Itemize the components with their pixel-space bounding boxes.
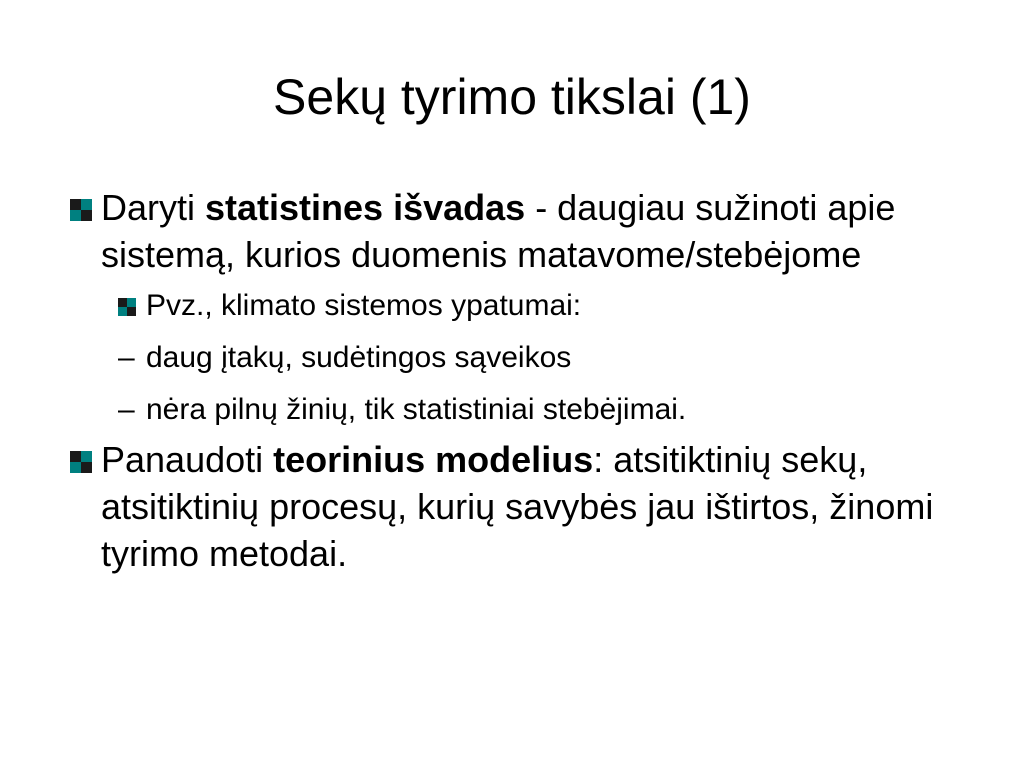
checkered-square-icon bbox=[118, 298, 136, 316]
dash-item bbox=[66, 338, 966, 378]
slide-title: Sekų tyrimo tikslai (1) bbox=[273, 69, 751, 125]
checkered-square-icon bbox=[70, 451, 92, 473]
bullet-bold-text: teorinius modelius bbox=[273, 439, 594, 480]
bullet-text: Daryti bbox=[101, 187, 206, 228]
dash-mark: – bbox=[118, 393, 135, 426]
sub-bullet-item bbox=[66, 286, 966, 326]
bullet-item bbox=[66, 184, 966, 278]
bullet-bold-text: statistines išvadas bbox=[205, 187, 526, 228]
bullet-item bbox=[66, 436, 966, 577]
bullet-text: - daugiau sužinoti apie sistemą, kurios duomenis matavome/stebėjome bbox=[101, 187, 896, 275]
dash-mark: – bbox=[118, 341, 135, 374]
bullet-text: Panaudoti bbox=[101, 439, 274, 480]
dash-text: daug įtakų, sudėtingos sąveikos bbox=[146, 341, 572, 374]
dash-text: nėra pilnų žinių, tik statistiniai stebėjimai. bbox=[146, 393, 687, 426]
sub-bullet-text: Pvz., klimato sistemos ypatumai: bbox=[146, 289, 582, 322]
dash-item bbox=[66, 390, 966, 430]
bullet-text: : atsitiktinių sekų, atsitiktinių procesų, kurių savybės jau ištirtos, žinomi tyrimo metodai. bbox=[101, 439, 934, 574]
slide-content bbox=[66, 184, 966, 577]
checkered-square-icon bbox=[70, 199, 92, 221]
